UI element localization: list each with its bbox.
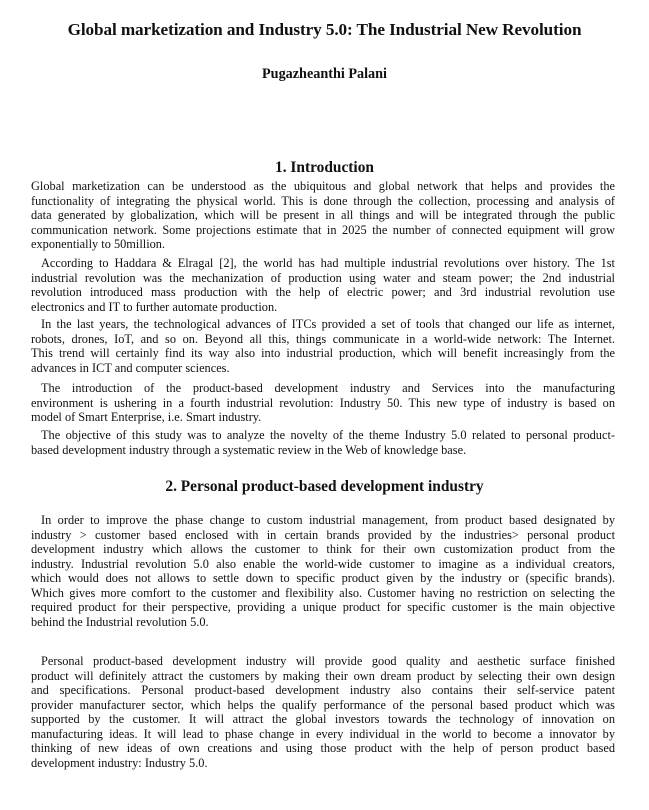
text-line: Personal product-based development industry will provide good quality and aesthetic surface finished — [41, 654, 615, 668]
text-line: thinking of new ideas of own creations and using those product with the help of person product based — [31, 741, 615, 756]
text-line: development industry which allows the customer to think for their own customization product from the — [31, 542, 615, 557]
text-line: which would does not allows to settle down to specific product given by the industry or (specific brands). — [31, 571, 615, 586]
text-line: development industry: Industry 5.0. — [31, 755, 208, 770]
text-line: provider manufacturer sector, which helps the qualify performance of the personal based product which was — [31, 697, 615, 712]
section-heading-personal-product: 2. Personal product-based development industry — [165, 478, 484, 495]
text-line: The objective of this study was to analyze the novelty of the theme Industry 5.0 related to personal product- — [41, 428, 615, 442]
text-line: industry. Industrial revolution 5.0 also enable the world-wide customer to imagine as a individual creators, — [31, 556, 615, 571]
text-line: functionality of integrating the physical world. This is done through the collection, processing and analysis of — [31, 193, 615, 208]
text-line: behind the Industrial revolution 5.0. — [31, 614, 209, 629]
text-line: communication network. Some projections estimate that in 2025 the number of connected equipment will grow — [31, 222, 615, 237]
text-line: The introduction of the product-based development industry and Services into the manufacturing — [41, 381, 615, 395]
text-line: exponentially to 50million. — [31, 237, 166, 252]
section-heading-introduction: 1. Introduction — [275, 159, 374, 176]
paper-title: Global marketization and Industry 5.0: The Industrial New Revolution — [67, 20, 582, 39]
text-line: electronics and IT to further automate production. — [31, 299, 278, 314]
text-line: environment is ushering in a fourth industrial revolution: Industry 50. This new type of industry is based on — [31, 395, 615, 410]
text-line: According to Haddara & Elragal [2], the world has had multiple industrial revolutions over history. The 1st — [41, 256, 615, 270]
text-line: based development industry through a systematic review in the Web of knowledge base. — [31, 442, 467, 457]
text-line: data generated by globalization, which will be present in all things and will be integrated through the public — [31, 208, 615, 223]
paragraph-intro-4 — [31, 381, 615, 425]
author-name: Pugazheanthi Palani — [262, 66, 387, 82]
paragraph-intro-1 — [31, 179, 615, 252]
paragraph-personal-1 — [31, 513, 615, 629]
text-line: supported by the customer. It will attract the global investors towards the technology of innovation on — [31, 712, 615, 727]
text-line: industrial revolution was the mechanization of production using water and steam power; the 2nd industrial — [31, 270, 615, 285]
text-line: Global marketization can be understood as the ubiquitous and global network that helps and provides the — [31, 179, 615, 193]
text-line: product will definitely attract the customers by making their own dream product by selecting their own design — [31, 668, 615, 683]
text-line: robots, drones, IoT, and so on. Beyond all this, things communicate in a world-wide network: The Internet. — [31, 331, 615, 346]
text-line: revolution introduced mass production with the help of electric power; and 3rd industrial revolution use — [31, 285, 615, 300]
paragraph-intro-2 — [31, 256, 615, 314]
text-line: manufacturing ideas. It will lead to phase change in every individual in the world to become a innovator by — [31, 726, 615, 741]
text-line: advances in ICT and computer sciences. — [31, 360, 230, 375]
text-line: model of Smart Enterprise, i.e. Smart industry. — [31, 410, 262, 425]
paragraph-personal-2 — [31, 654, 615, 770]
paragraph-intro-5 — [31, 428, 615, 457]
text-line: This trend will certainly find its way also into industrial production, which will benefit increasingly from the — [31, 346, 615, 361]
paragraph-intro-3 — [31, 317, 615, 375]
text-line: In order to improve the phase change to custom industrial management, from product based designated by — [41, 513, 615, 527]
text-line: Which gives more comfort to the customer and flexibility also. Customer having no restriction on selecting the — [31, 585, 615, 600]
text-line: In the last years, the technological advances of ITCs provided a set of tools that changed our life as internet, — [41, 317, 615, 331]
text-line: industry > customer based enclosed with in certain brands provided by the industries> personal product — [31, 527, 615, 542]
text-line: required product for their perspective, providing a unique product for specific customer is the main objective — [31, 600, 615, 615]
text-line: and specifications. Personal product-based development industry also contains their self-service patent — [31, 683, 615, 698]
